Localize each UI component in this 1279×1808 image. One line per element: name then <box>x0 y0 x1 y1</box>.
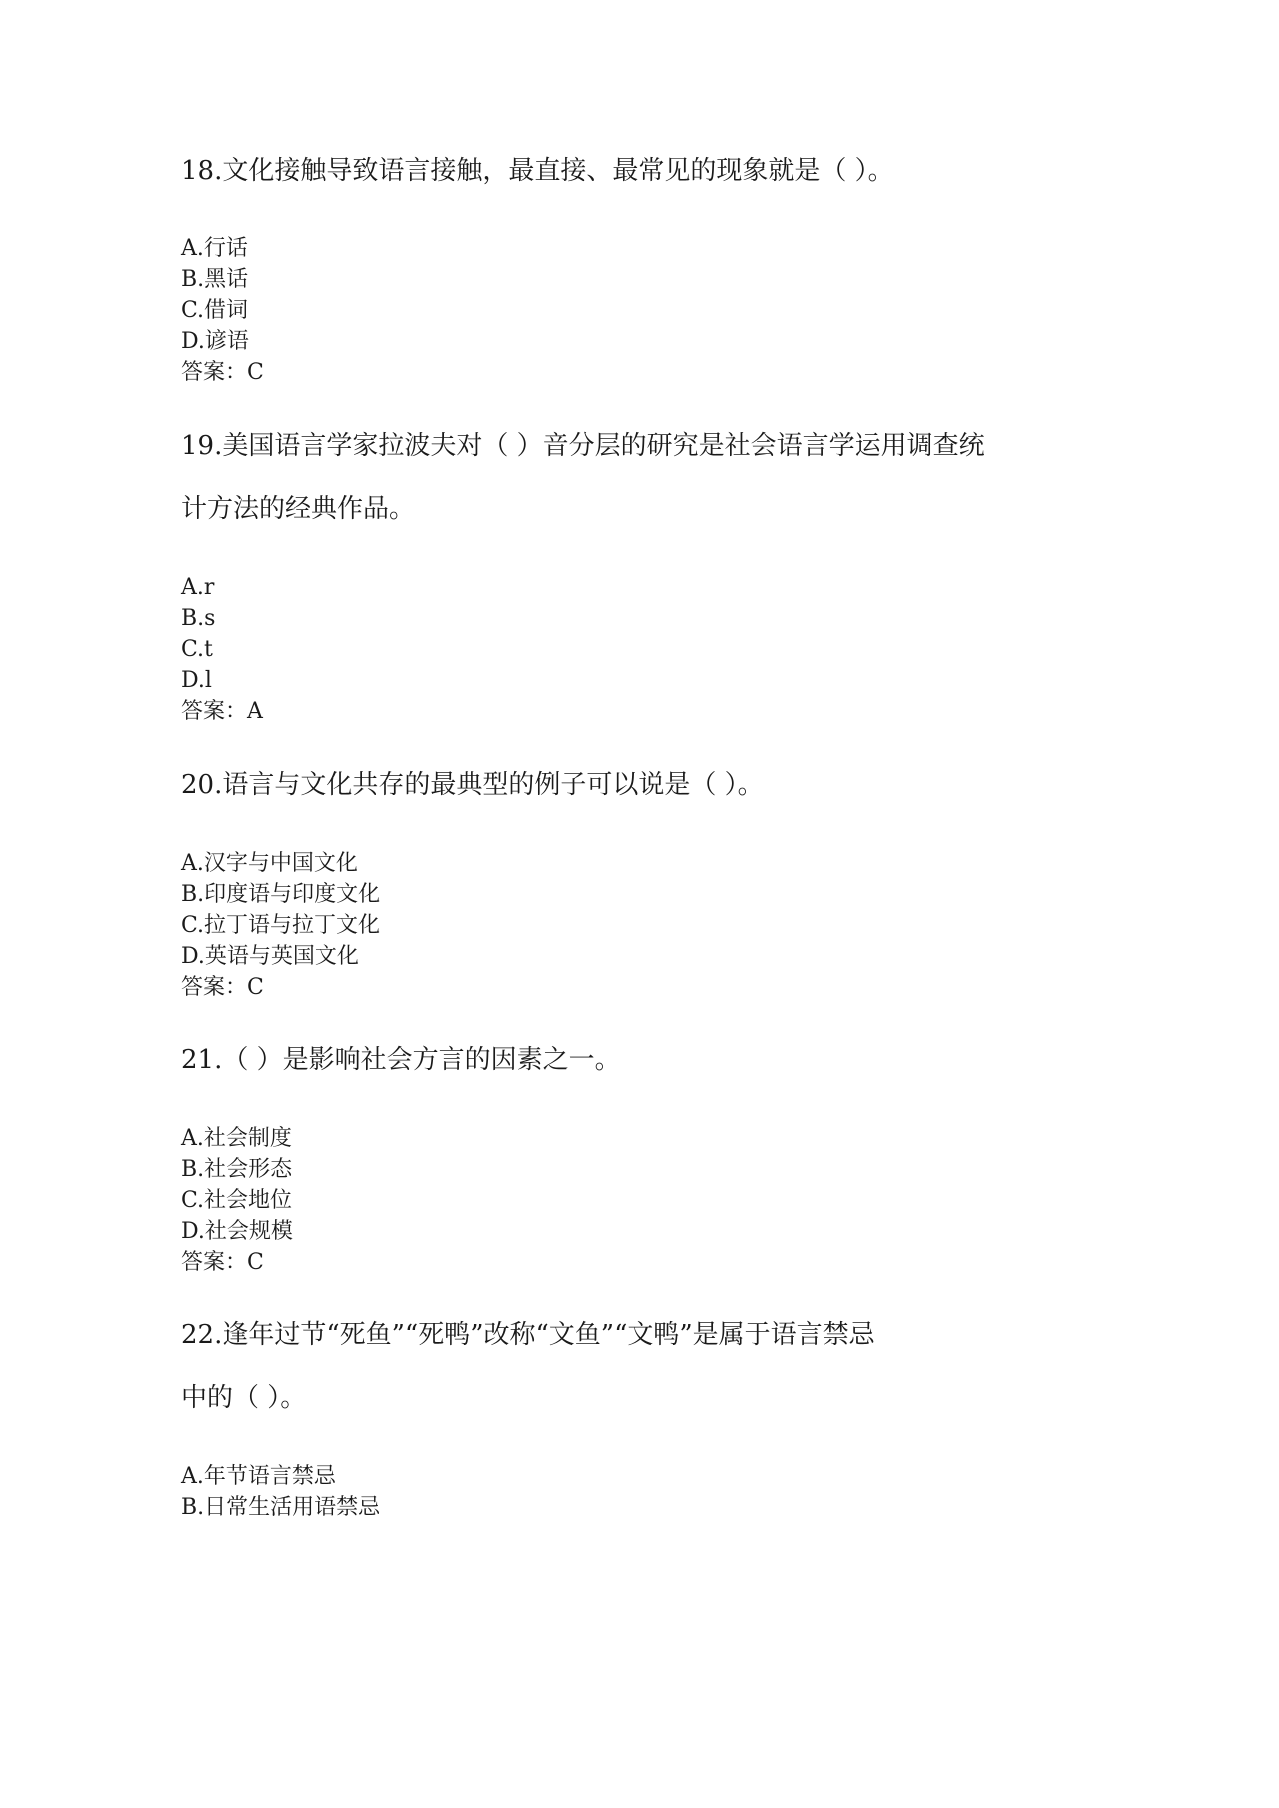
question-18-answer: 答案：C <box>181 360 264 385</box>
question-18-option-a: A.行话 <box>181 236 248 261</box>
question-19-answer: 答案：A <box>181 699 263 724</box>
question-22-options <box>181 1461 380 1523</box>
question-21-options <box>181 1123 293 1278</box>
question-20-option-c: C.拉丁语与拉丁文化 <box>181 913 381 938</box>
question-19-options <box>181 572 263 727</box>
question-21-option-c: C.社会地位 <box>181 1188 293 1213</box>
question-21-option-d: D.社会规模 <box>181 1219 293 1244</box>
question-19-option-c: C.t <box>181 637 213 662</box>
question-20-answer: 答案：C <box>181 975 264 1000</box>
question-18-option-d: D.谚语 <box>181 329 249 354</box>
question-19-option-d: D.l <box>181 668 212 693</box>
question-21-answer: 答案：C <box>181 1250 264 1275</box>
question-20-options <box>181 848 380 1003</box>
question-20-stem: 20.语言与文化共存的最典型的例子可以说是（ ）。 <box>181 770 764 800</box>
question-22-option-b: B.日常生活用语禁忌 <box>181 1495 381 1520</box>
question-19-option-a: A.r <box>181 575 215 600</box>
question-22-stem-line2: 中的（ ）。 <box>181 1383 307 1413</box>
question-21-option-b: B.社会形态 <box>181 1157 293 1182</box>
question-20-option-d: D.英语与英国文化 <box>181 944 359 969</box>
question-18-stem: 18.文化接触导致语言接触，最直接、最常见的现象就是（ ）。 <box>181 156 894 186</box>
question-18-option-c: C.借词 <box>181 298 249 323</box>
question-18-option-b: B.黑话 <box>181 267 249 292</box>
question-22-stem-line1: 22.逢年过节“死鱼”“死鸭”改称“文鱼”“文鸭”是属于语言禁忌 <box>181 1320 875 1350</box>
question-21-stem: 21.（ ）是影响社会方言的因素之一。 <box>181 1045 621 1075</box>
question-18-options <box>181 233 264 388</box>
question-21-option-a: A.社会制度 <box>181 1126 292 1151</box>
question-20-option-b: B.印度语与印度文化 <box>181 882 381 907</box>
question-19-option-b: B.s <box>181 606 216 631</box>
question-22-option-a: A.年节语言禁忌 <box>181 1464 336 1489</box>
question-19-stem-line1: 19.美国语言学家拉波夫对（ ）音分层的研究是社会语言学运用调查统 <box>181 431 985 461</box>
question-20-option-a: A.汉字与中国文化 <box>181 851 358 876</box>
question-19-stem-line2: 计方法的经典作品。 <box>181 494 416 524</box>
